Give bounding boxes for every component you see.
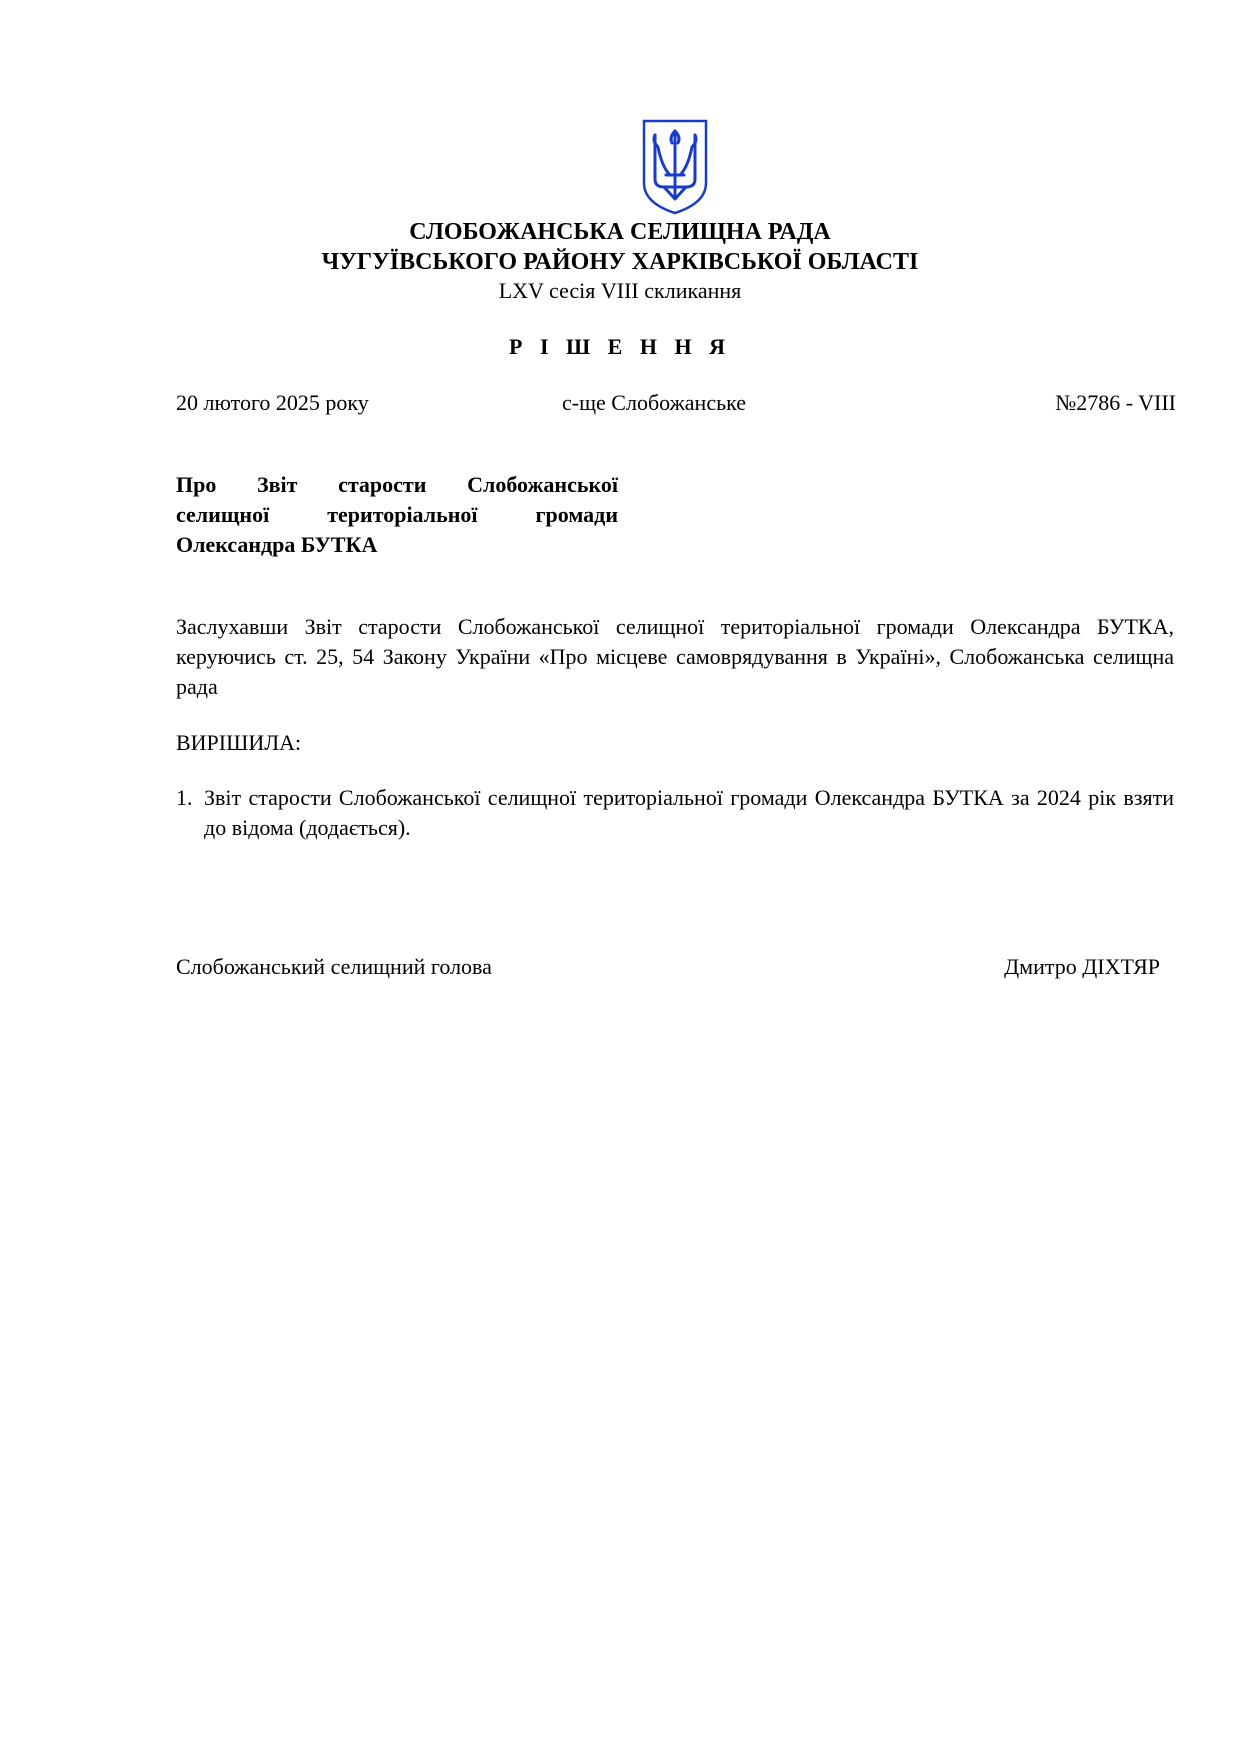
session-info: LXV сесія VIII скликання: [498, 278, 742, 303]
decision-date: 20 лютого 2025 року: [176, 390, 369, 415]
resolution-item: [176, 783, 1174, 843]
signatory-position: Слобожанський селищний голова: [176, 954, 492, 979]
preamble-paragraph: Заслухавши Звіт старости Слобожанської селищної територіальної громади Олександра БУТКА, керуючись ст. 25, 54 Закону України «Про місцеве самоврядування в Україні», Слобожанська селищна рада: [176, 614, 1174, 699]
decision-number: №2786 - VIII: [1055, 390, 1176, 415]
subject-line: Про Звіт старости Слобожанської: [176, 472, 618, 497]
signatory-name: Дмитро ДІХТЯР: [1004, 954, 1160, 979]
council-name: СЛОБОЖАНСЬКА СЕЛИЩНА РАДА: [409, 219, 831, 245]
subject-line: селищної територіальної громади: [176, 502, 618, 527]
subject-line: Олександра БУТКА: [176, 532, 378, 557]
decision-place: с-ще Слобожанське: [562, 390, 747, 415]
document-type-title: Р І Ш Е Н Н Я: [509, 334, 731, 359]
resolved-heading: ВИРІШИЛА:: [176, 730, 302, 755]
district-name: ЧУГУЇВСЬКОГО РАЙОНУ ХАРКІВСЬКОЇ ОБЛАСТІ: [321, 249, 919, 275]
trident-emblem-icon: [640, 117, 710, 217]
item-number: 1.: [176, 785, 193, 810]
item-text: Звіт старости Слобожанської селищної територіальної громади Олександра БУТКА за 2024 рік взяти до відома (додається).: [204, 785, 1174, 840]
decision-subject: [176, 470, 618, 560]
